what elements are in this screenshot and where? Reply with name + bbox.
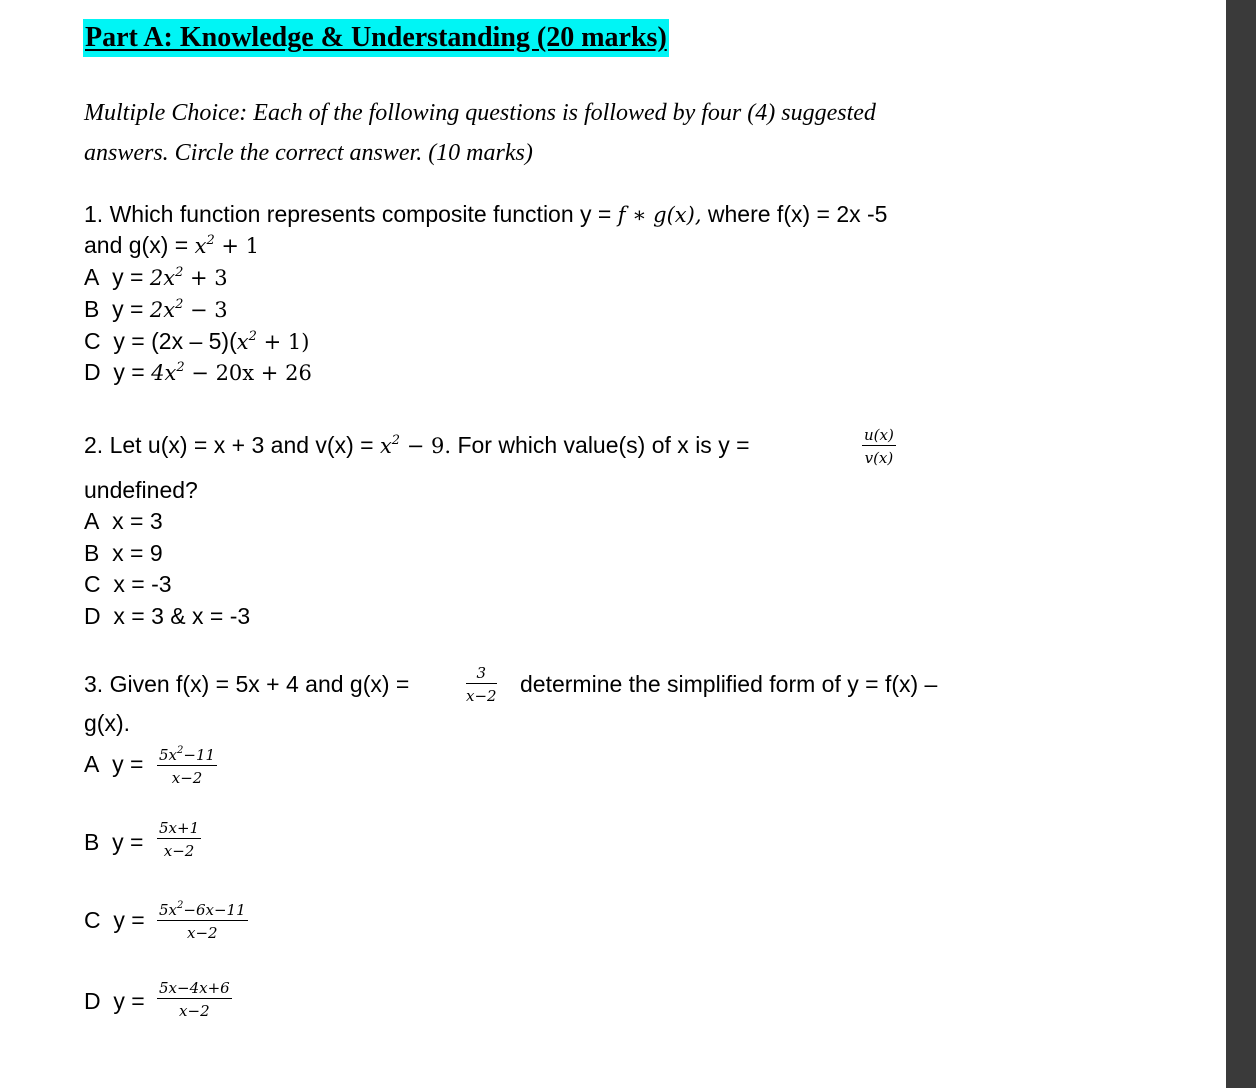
- q2-option-a[interactable]: [84, 508, 163, 535]
- question-3-text-tail: determine the simplified form of y = f(x) –: [520, 671, 938, 697]
- question-3-line-2: g(x).: [84, 710, 130, 736]
- option-letter: C: [84, 907, 101, 933]
- question-1-line-2-text: and g(x) =: [84, 232, 195, 258]
- fraction-numerator: u(x): [864, 426, 894, 444]
- fraction-numerator: 5x−4x+6: [159, 979, 230, 997]
- question-3-line-1: [84, 671, 409, 698]
- q3-option-a-fraction: [157, 741, 217, 788]
- option-text: x = 9: [112, 540, 163, 566]
- option-prefix: y =: [112, 296, 150, 322]
- q2-option-c[interactable]: [84, 571, 172, 598]
- question-2-line-1: [84, 432, 750, 459]
- option-text: x = 3 & x = -3: [113, 603, 251, 629]
- option-prefix: y =: [112, 264, 150, 290]
- superscript: 2: [206, 233, 215, 248]
- question-2-line-2: undefined?: [84, 477, 198, 503]
- q3-option-d-fraction: [157, 979, 232, 1021]
- superscript: 2: [177, 900, 184, 911]
- superscript: 2: [391, 433, 401, 448]
- superscript: 2: [175, 265, 184, 280]
- q1-option-b[interactable]: [84, 296, 228, 323]
- superscript: 2: [176, 360, 185, 375]
- option-letter: A: [84, 264, 100, 290]
- option-letter: B: [84, 540, 100, 566]
- option-letter: C: [84, 328, 101, 354]
- question-3-text: 3. Given f(x) = 5x + 4 and g(x) =: [84, 671, 410, 697]
- fraction-numerator: 5x: [159, 901, 178, 919]
- option-letter: A: [84, 508, 100, 534]
- question-1-math: f ∗ g(x),: [617, 203, 702, 227]
- option-math: 2x: [149, 266, 176, 290]
- option-math: 4x: [151, 361, 177, 385]
- instructions-line-2: answers. Circle the correct answer. (10 marks): [84, 140, 533, 166]
- option-letter: A: [84, 751, 100, 777]
- option-math: x: [236, 330, 249, 354]
- fraction-denominator: v(x): [864, 449, 894, 467]
- superscript: 2: [175, 297, 184, 312]
- q3-option-c[interactable]: [84, 907, 145, 934]
- question-1-line-2-math: x: [194, 234, 207, 258]
- option-tail: − 3: [183, 298, 228, 322]
- fraction-numerator: 5x: [159, 746, 178, 764]
- superscript: 2: [177, 745, 184, 756]
- q1-option-c[interactable]: [84, 328, 309, 355]
- question-2-text: 2. Let u(x) = x + 3 and v(x) =: [84, 432, 380, 458]
- option-prefix: y =: [113, 988, 145, 1014]
- superscript: 2: [248, 329, 257, 344]
- fraction-numerator: 3: [466, 664, 497, 684]
- option-math: 2x: [149, 298, 176, 322]
- question-1-line-2-tail: + 1: [214, 234, 260, 258]
- question-2-math-tail: − 9.: [400, 434, 452, 458]
- fraction-denominator: x−2: [466, 687, 497, 705]
- q3-option-b-fraction: [157, 819, 201, 861]
- q3-option-d[interactable]: [84, 988, 145, 1015]
- fraction-denominator: x−2: [179, 1002, 210, 1020]
- option-letter: D: [84, 988, 101, 1014]
- option-prefix: y =: [113, 907, 145, 933]
- question-2-math: x: [379, 434, 392, 458]
- fraction-numerator-tail: −6x−11: [183, 901, 246, 919]
- option-letter: B: [84, 829, 100, 855]
- q3-option-c-fraction: [157, 896, 248, 943]
- scrollbar[interactable]: [1226, 0, 1256, 1088]
- option-prefix: y =: [113, 359, 152, 385]
- option-tail: + 1): [256, 330, 310, 354]
- q2-option-d[interactable]: [84, 603, 250, 630]
- option-prefix: y = (2x – 5)(: [113, 328, 237, 354]
- fraction-numerator-tail: −11: [183, 746, 216, 764]
- option-letter: B: [84, 296, 100, 322]
- instructions-line-1: Multiple Choice: Each of the following questions is followed by four (4) suggested: [84, 100, 876, 126]
- option-prefix: y =: [112, 829, 144, 855]
- q3-option-a[interactable]: [84, 751, 143, 778]
- option-letter: D: [84, 359, 101, 385]
- option-tail: + 3: [183, 266, 228, 290]
- question-2-text-tail: For which value(s) of x is y =: [451, 432, 750, 458]
- fraction-denominator: x−2: [187, 924, 218, 942]
- fraction-numerator: 5x+1: [159, 819, 200, 837]
- q3-option-b[interactable]: [84, 829, 143, 856]
- question-1-text: 1. Which function represents composite function y =: [84, 201, 618, 227]
- q1-option-d[interactable]: [84, 359, 312, 386]
- question-1-line-1: [84, 201, 887, 228]
- fraction-denominator: x−2: [163, 842, 195, 860]
- q2-option-b[interactable]: [84, 540, 163, 567]
- question-2-fraction: [862, 426, 896, 468]
- fraction-denominator: x−2: [171, 769, 203, 787]
- section-heading: Part A: Knowledge & Understanding (20 marks): [83, 19, 669, 57]
- question-1-text-tail: where f(x) = 2x -5: [701, 201, 888, 227]
- option-prefix: y =: [112, 751, 144, 777]
- option-text: x = 3: [112, 508, 163, 534]
- option-text: x = -3: [113, 571, 172, 597]
- question-1-line-2: [84, 232, 259, 259]
- option-letter: D: [84, 603, 101, 629]
- q1-option-a[interactable]: [84, 264, 228, 291]
- question-3-fraction: [466, 664, 497, 706]
- option-letter: C: [84, 571, 101, 597]
- option-tail: − 20x + 26: [184, 361, 312, 385]
